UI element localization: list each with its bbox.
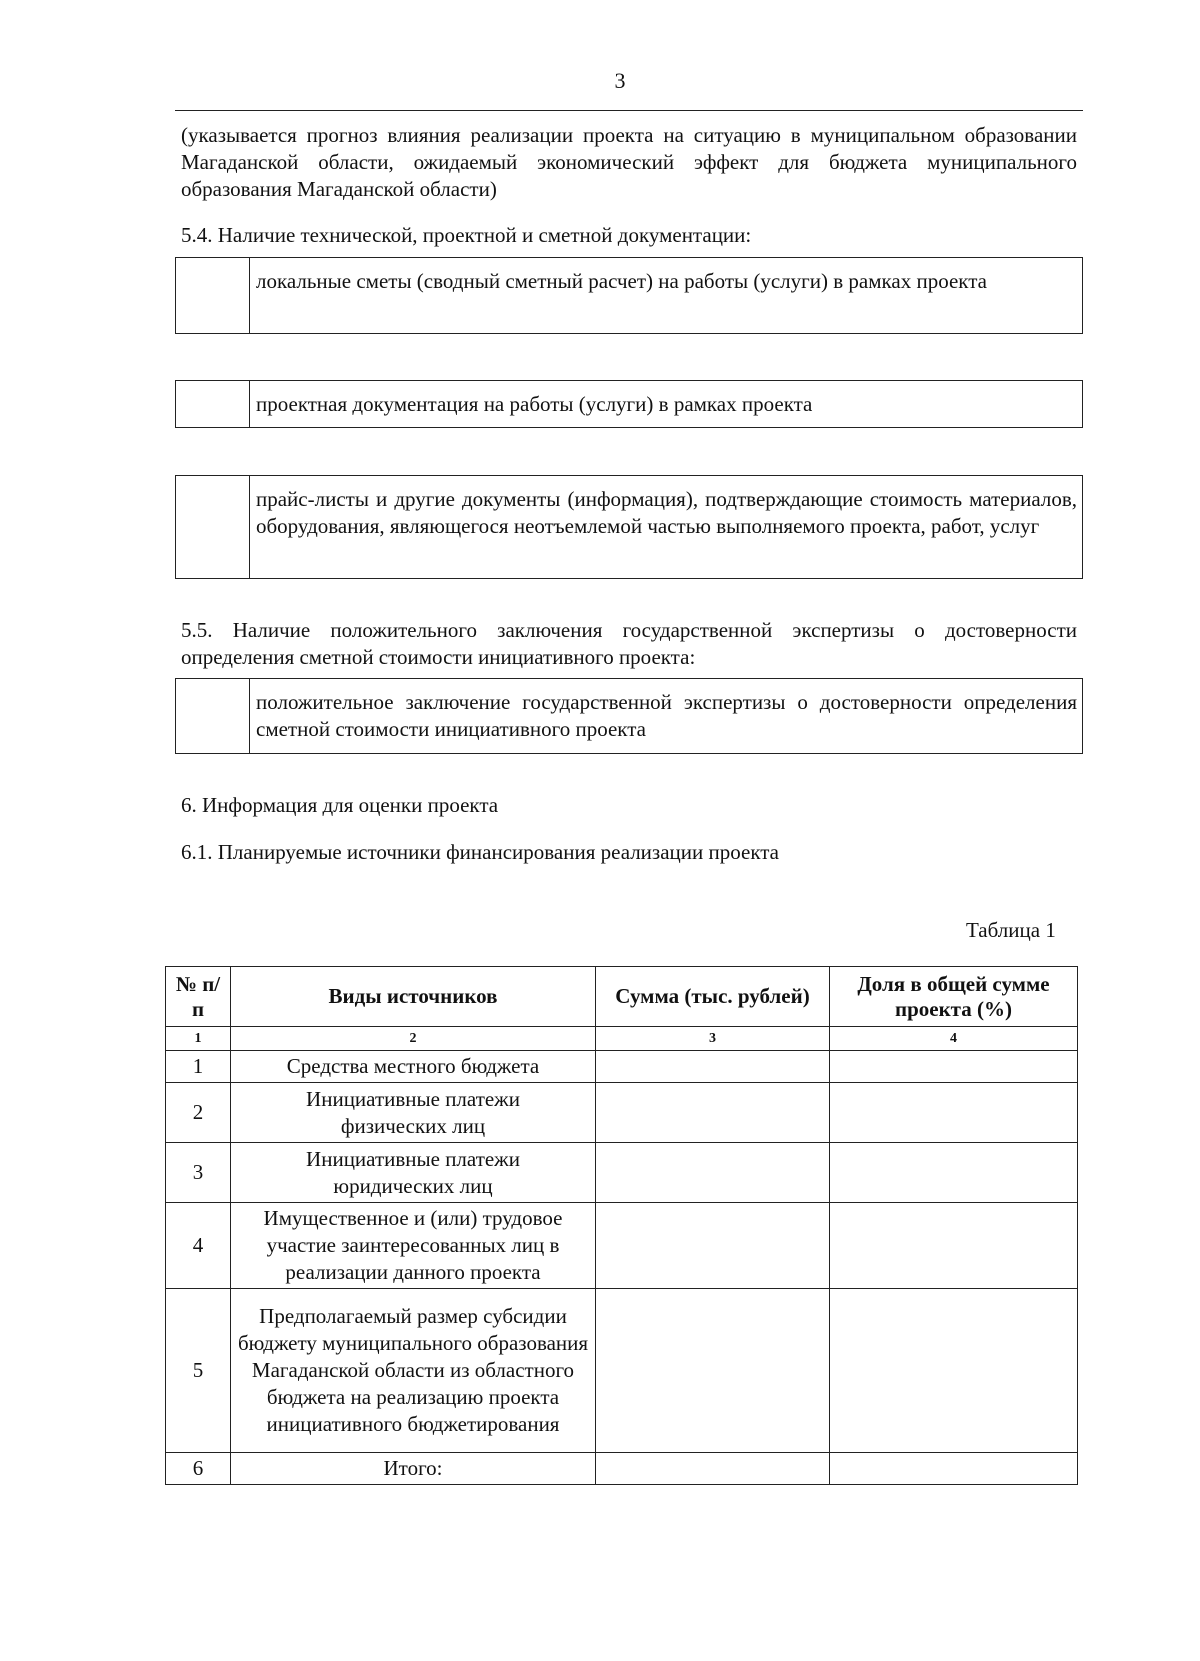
- section-5-5-heading: 5.5. Наличие положительного заключения государственной экспертизы о достоверности определения сметной стоимости инициативного проекта:: [181, 618, 1077, 669]
- checkbox-design-documentation[interactable]: [176, 381, 250, 427]
- header-sum: Сумма (тыс. рублей): [596, 967, 830, 1027]
- section-5-4-heading: 5.4. Наличие технической, проектной и сметной документации:: [181, 223, 752, 247]
- table-row: [166, 1051, 1078, 1083]
- header-source-type: Виды источников: [231, 967, 596, 1027]
- sum-cell[interactable]: [596, 1289, 830, 1453]
- page-number: 3: [614, 68, 626, 93]
- sum-cell[interactable]: [596, 1051, 830, 1083]
- table-row: [166, 1289, 1078, 1453]
- share-cell[interactable]: [830, 1143, 1078, 1203]
- sum-cell[interactable]: [596, 1083, 830, 1143]
- doc-option-label: положительное заключение государственной экспертизы о достоверности определения сметной стоимости инициативного проекта: [256, 690, 1077, 741]
- header-number: № п/п: [166, 967, 231, 1027]
- checkbox-price-lists[interactable]: [176, 476, 250, 578]
- row-number: 4: [166, 1203, 231, 1289]
- section-6-heading: 6. Информация для оценки проекта: [181, 793, 499, 817]
- source-name: Имущественное и (или) трудовое участие заинтересованных лиц в реализации данного проекта: [231, 1203, 596, 1289]
- source-name: Итого:: [231, 1453, 596, 1485]
- checkbox-local-estimates[interactable]: [176, 258, 250, 333]
- row-number: 5: [166, 1289, 231, 1453]
- table-row: [166, 1083, 1078, 1143]
- table-header-row: [166, 967, 1078, 1027]
- header-share: Доля в общей сумме проекта (%): [830, 967, 1078, 1027]
- checkbox-state-expertise[interactable]: [176, 679, 250, 753]
- table-row: [166, 1203, 1078, 1289]
- share-cell[interactable]: [830, 1453, 1078, 1485]
- column-number: 4: [830, 1027, 1078, 1051]
- column-number: 1: [166, 1027, 231, 1051]
- source-name: Средства местного бюджета: [231, 1051, 596, 1083]
- sum-cell[interactable]: [596, 1453, 830, 1485]
- column-number: 3: [596, 1027, 830, 1051]
- table-row-total: [166, 1453, 1078, 1485]
- row-number: 6: [166, 1453, 231, 1485]
- source-name: Инициативные платежи юридических лиц: [231, 1143, 596, 1203]
- source-name: Инициативные платежи физических лиц: [231, 1083, 596, 1143]
- doc-option-label: прайс-листы и другие документы (информация), подтверждающие стоимость материалов, оборудования, являющегося неотъемлемой частью выполняемого проекта, работ, услуг: [256, 487, 1077, 538]
- share-cell[interactable]: [830, 1289, 1078, 1453]
- doc-option-price-lists[interactable]: [175, 475, 1083, 579]
- source-name: Предполагаемый размер субсидии бюджету муниципального образования Магаданской области из областного бюджета на реализацию проекта инициативного бюджетирования: [231, 1289, 596, 1453]
- table-row: [166, 1143, 1078, 1203]
- doc-option-design-documentation[interactable]: [175, 380, 1083, 428]
- column-number: 2: [231, 1027, 596, 1051]
- doc-option-state-expertise[interactable]: [175, 678, 1083, 754]
- section-6-1-heading: 6.1. Планируемые источники финансирования реализации проекта: [181, 840, 779, 864]
- share-cell[interactable]: [830, 1083, 1078, 1143]
- doc-option-label: проектная документация на работы (услуги) в рамках проекта: [256, 392, 813, 416]
- row-number: 2: [166, 1083, 231, 1143]
- sum-cell[interactable]: [596, 1203, 830, 1289]
- funding-sources-table: [165, 966, 1078, 1485]
- doc-option-local-estimates[interactable]: [175, 257, 1083, 334]
- header-rule: [175, 110, 1083, 111]
- column-numbering-row: [166, 1027, 1078, 1051]
- share-cell[interactable]: [830, 1051, 1078, 1083]
- doc-option-label: локальные сметы (сводный сметный расчет) на работы (услуги) в рамках проекта: [256, 269, 987, 293]
- sum-cell[interactable]: [596, 1143, 830, 1203]
- table-caption: Таблица 1: [966, 918, 1056, 942]
- row-number: 1: [166, 1051, 231, 1083]
- share-cell[interactable]: [830, 1203, 1078, 1289]
- explanatory-note: (указывается прогноз влияния реализации проекта на ситуацию в муниципальном образовании Магаданской области, ожидаемый экономический эффект для бюджета муниципального образования Магаданской области): [181, 123, 1077, 201]
- row-number: 3: [166, 1143, 231, 1203]
